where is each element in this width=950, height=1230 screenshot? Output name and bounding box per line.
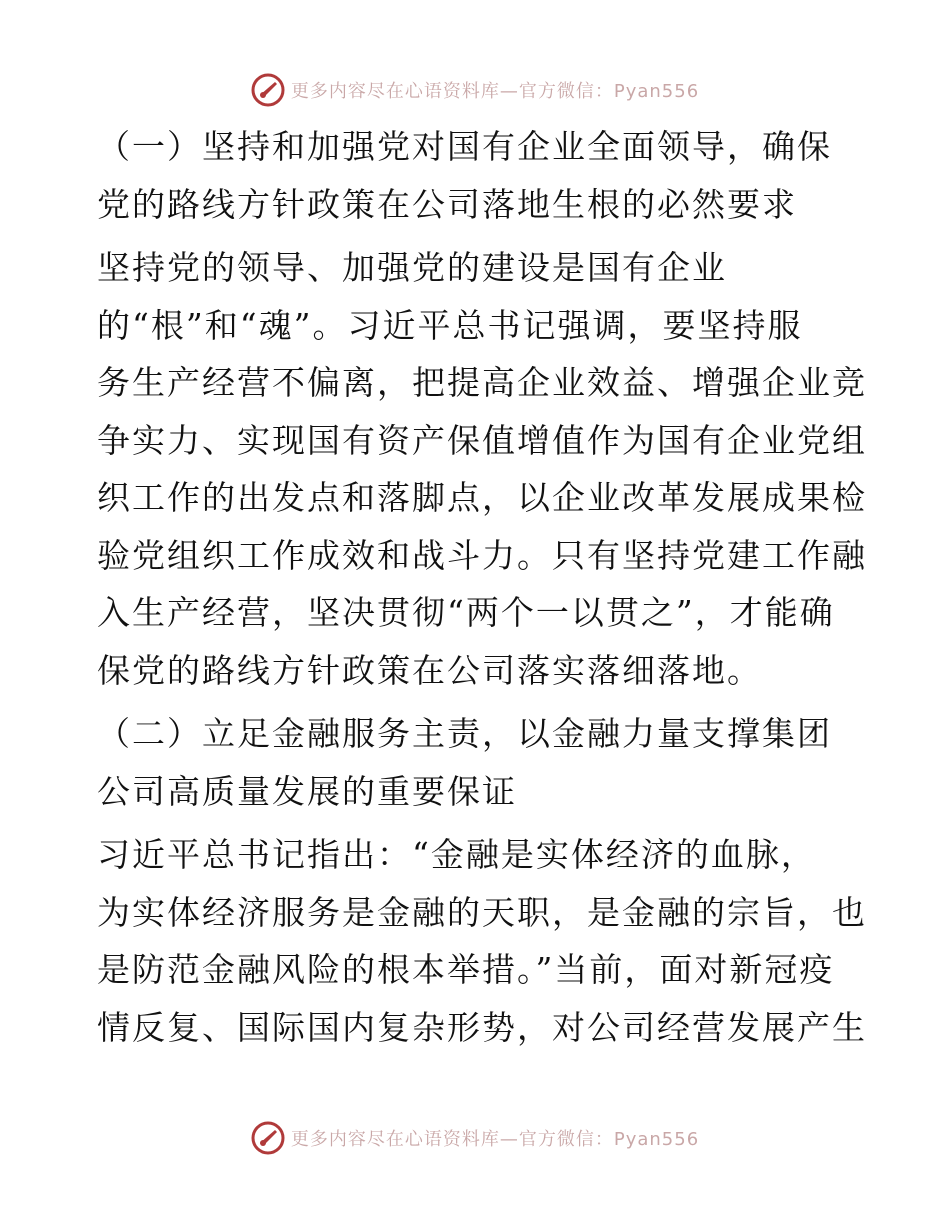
paragraph-line: 织工作的出发点和落脚点，以企业改革发展成果检 (97, 478, 867, 517)
paragraph-line: 坚持党的领导、加强党的建设是国有企业 (97, 248, 727, 287)
watermark-footer (0, 1118, 950, 1158)
paragraph-line: 的“根”和“魂”。习近平总书记强调，要坚持服 (97, 305, 803, 345)
red-circular-logo-icon (251, 73, 285, 107)
paragraph-line: 入生产经营，坚决贯彻“两个一以贯之”，才能确 (97, 593, 835, 632)
heading-line: （二）立足金融服务主责，以金融力量支撑集团 (97, 714, 832, 753)
paragraph-line: 是防范金融风险的根本举措。”当前，面对新冠疫 (97, 950, 835, 989)
paragraph-line: 保党的路线方针政策在公司落实落细落地。 (97, 650, 762, 690)
watermark-header (0, 70, 950, 110)
watermark-text: 更多内容尽在心语资料库—官方微信：Pyan556 (290, 81, 700, 102)
document-body (97, 118, 867, 1056)
paragraph-line: 务生产经营不偏离，把提高企业效益、增强企业竞 (97, 363, 867, 402)
red-circular-logo-icon (251, 1121, 285, 1155)
watermark-text: 更多内容尽在心语资料库—官方微信：Pyan556 (290, 1129, 700, 1150)
paragraph-line: 为实体经济服务是金融的天职，是金融的宗旨，也 (97, 892, 867, 932)
heading-line: 公司高质量发展的重要保证 (97, 771, 517, 811)
paragraph-line: 习近平总书记指出：“金融是实体经济的血脉， (97, 835, 816, 874)
heading-line: 党的路线方针政策在公司落地生根的必然要求 (97, 184, 797, 224)
paragraph-line: 争实力、实现国有资产保值增值作为国有企业党组 (97, 420, 867, 460)
paragraph-line: 情反复、国际国内复杂形势，对公司经营发展产生 (97, 1007, 867, 1047)
paragraph-line: 验党组织工作成效和战斗力。只有坚持党建工作融 (97, 535, 867, 575)
heading-line: （一）坚持和加强党对国有企业全面领导，确保 (97, 127, 832, 166)
